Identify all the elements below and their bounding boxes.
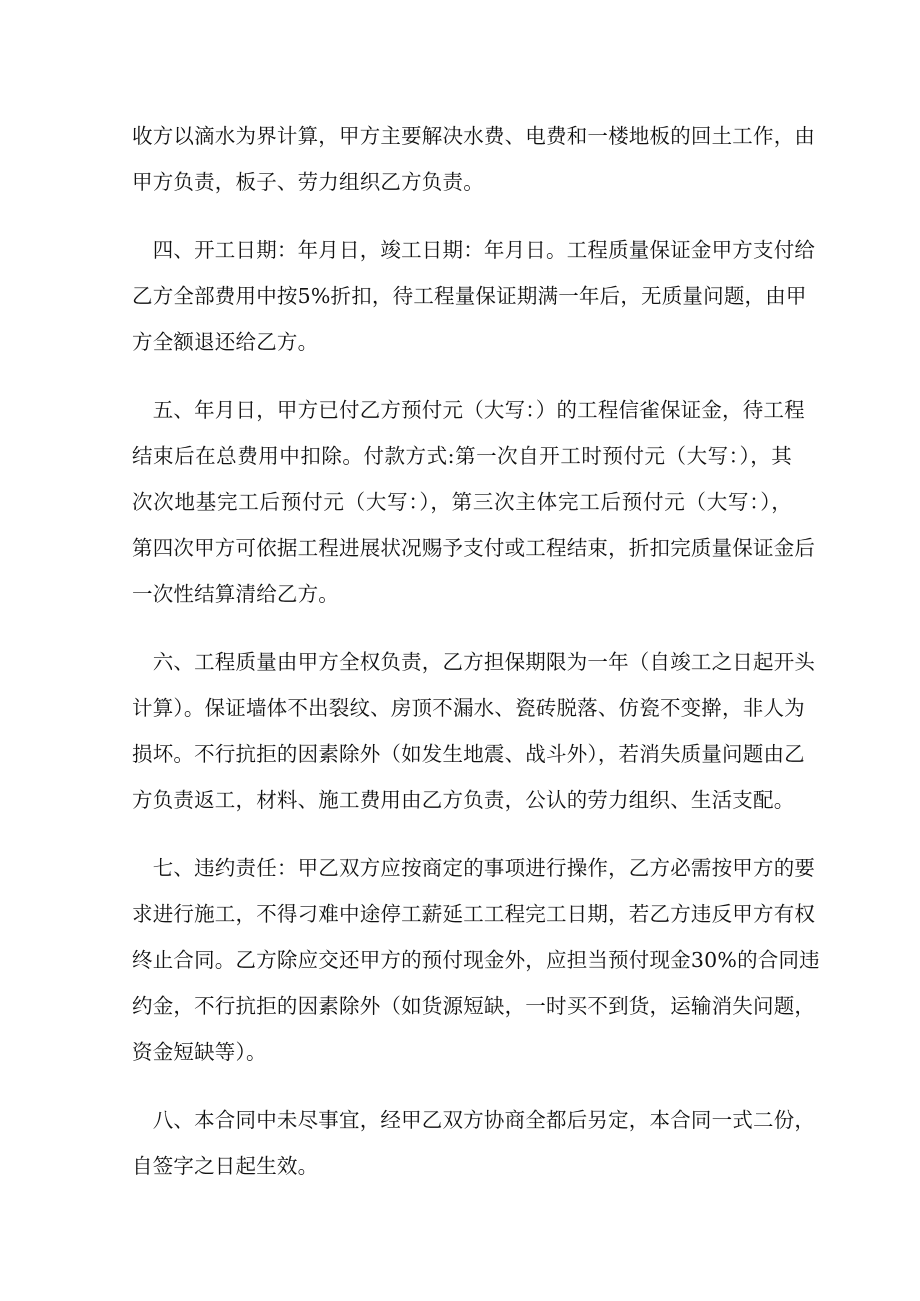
text-line: 损坏。不行抗拒的因素除外（如发生地震、战斗外），若消失质量问题由乙 [132,742,805,766]
paragraph-8 [132,1097,816,1189]
paragraph-6 [132,639,816,823]
paragraph-gap [132,365,792,387]
text-line: 六、工程质量由甲方全权负责，乙方担保期限为一年（自竣工之日起开头 [132,650,816,674]
paragraph-gap [132,1075,792,1097]
text-line: 方负责返工，材料、施工费用由乙方负责，公认的劳力组织、生活支配。 [132,788,795,812]
text-line: 自签字之日起生效。 [132,1154,319,1178]
document-body [132,113,820,1189]
text-line: 乙方全部费用中按5%折扣，待工程量保证期满一年后，无质量问题，由甲 [132,284,807,308]
text-line: 结束后在总费用中扣除。付款方式:第一次自开工时预付元（大写：），其 [132,444,792,468]
text-line: 八、本合同中未尽事宜，经甲乙双方协商全都后另定，本合同一式二份， [132,1108,816,1132]
text-line: 计算）。保证墙体不出裂纹、房顶不漏水、瓷砖脱落、仿瓷不变擀，非人为 [132,696,805,720]
paragraph-5 [132,387,816,617]
text-line: 七、违约责任：甲乙双方应按商定的事项进行操作，乙方必需按甲方的要 [132,856,816,880]
text-line: 约金，不行抗拒的因素除外（如货源短缺，一时买不到货，运输消失问题， [132,994,816,1018]
paragraph-1 [132,113,816,205]
paragraph-7 [132,845,820,1075]
text-line: 收方以滴水为界计算，甲方主要解决水费、电费和一楼地板的回土工作，由 [132,124,816,148]
paragraph-gap [132,617,792,639]
text-line: 次次地基完工后预付元（大写：），第三次主体完工后预付元（大写：）， [132,490,792,514]
text-line: 一次性结算清给乙方。 [132,582,339,606]
paragraph-4 [132,227,816,365]
text-line: 甲方负责，板子、劳力组织乙方负责。 [132,170,484,194]
text-line: 资金短缺等）。 [132,1040,267,1064]
text-line: 求进行施工，不得刁难中途停工薪延工工程完工日期，若乙方违反甲方有权 [132,902,816,926]
text-line: 终止合同。乙方除应交还甲方的预付现金外，应担当预付现金30%的合同违 [132,948,820,972]
paragraph-gap [132,205,792,227]
text-line: 四、开工日期：年月日，竣工日期：年月日。工程质量保证金甲方支付给 [132,238,816,262]
paragraph-gap [132,823,792,845]
text-line: 方全额退还给乙方。 [132,330,319,354]
text-line: 第四次甲方可依据工程进展状况赐予支付或工程结束，折扣完质量保证金后 [132,536,816,560]
text-line: 五、年月日，甲方已付乙方预付元（大写：）的工程信雀保证金，待工程 [132,398,805,422]
